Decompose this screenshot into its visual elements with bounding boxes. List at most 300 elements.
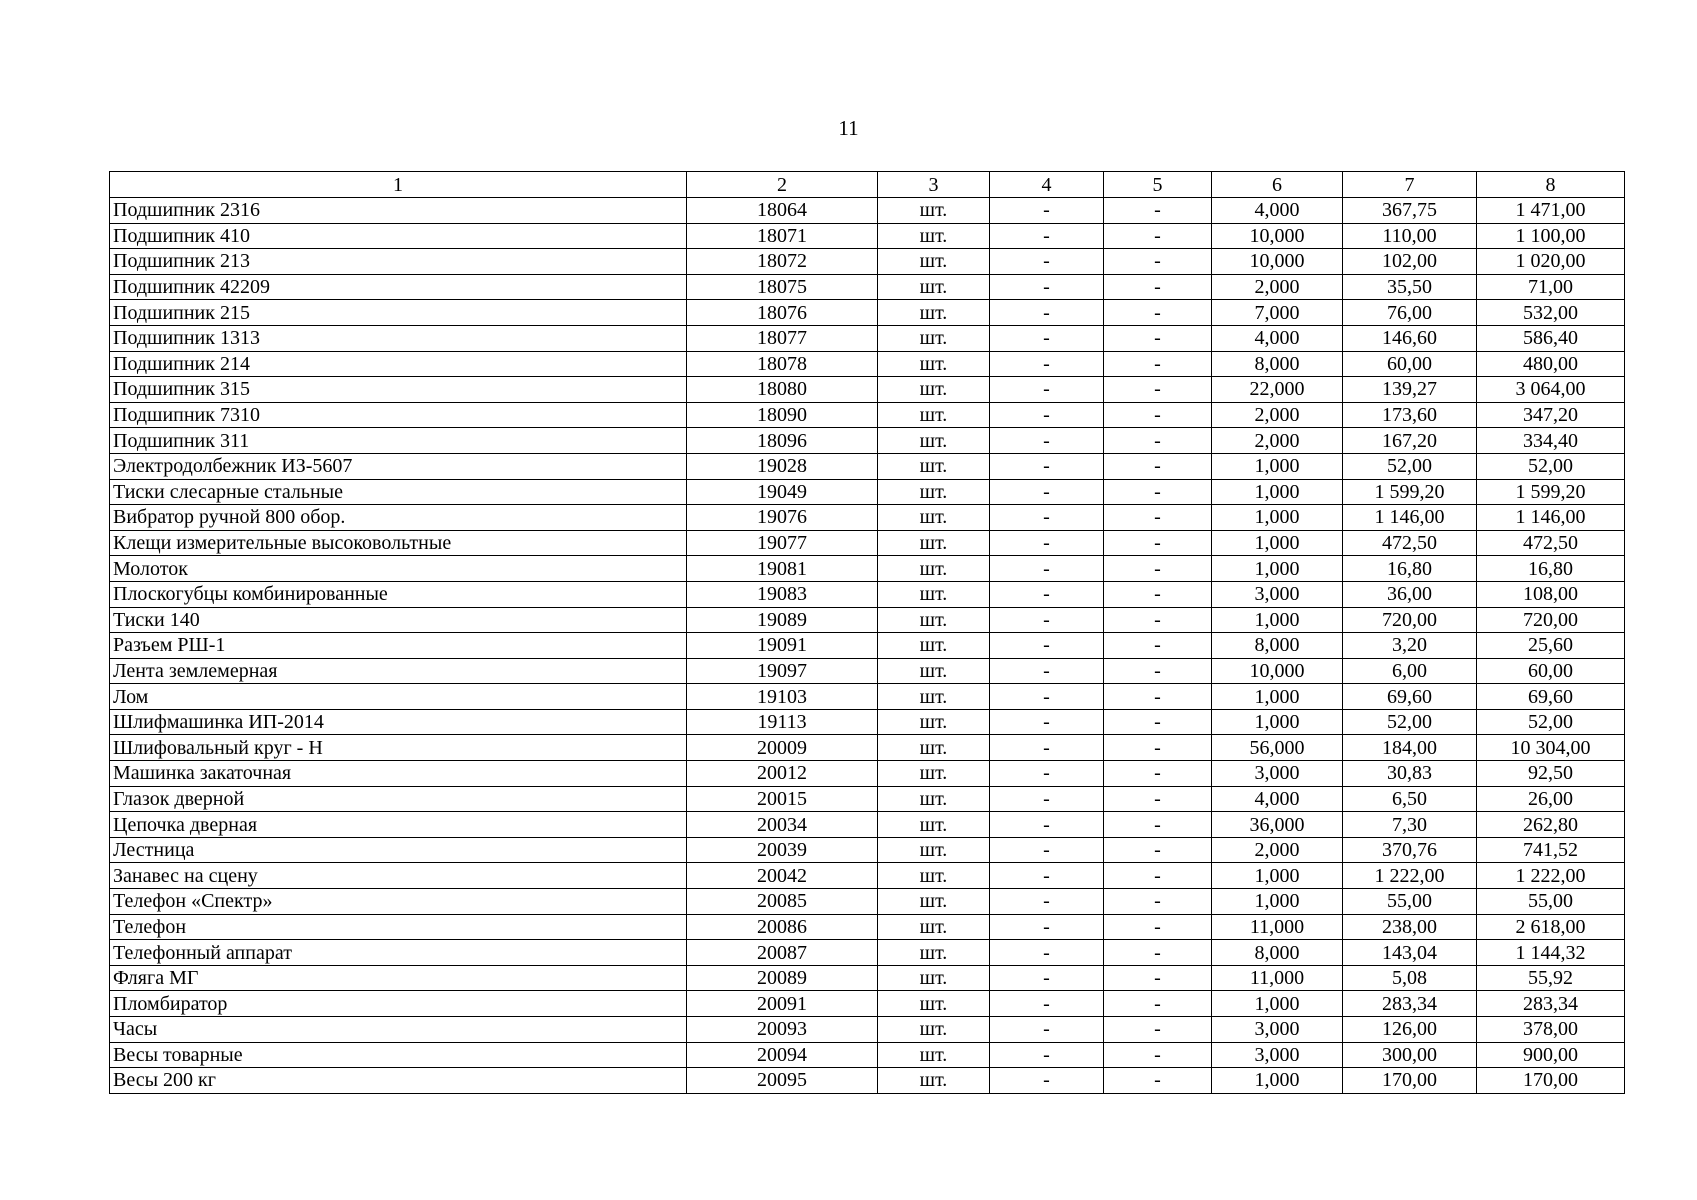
total-cell: 262,80	[1477, 812, 1625, 838]
price-cell: 139,27	[1343, 377, 1477, 403]
total-cell: 1 471,00	[1477, 198, 1625, 224]
unit-cell: шт.	[878, 761, 990, 787]
item-name-cell: Тиски слесарные стальные	[110, 479, 687, 505]
unit-cell: шт.	[878, 1042, 990, 1068]
table-row	[110, 837, 1625, 863]
item-name-cell: Цепочка дверная	[110, 812, 687, 838]
item-name-cell: Подшипник 410	[110, 223, 687, 249]
table-row	[110, 709, 1625, 735]
total-cell: 1 100,00	[1477, 223, 1625, 249]
item-name-cell: Лестница	[110, 837, 687, 863]
col5-cell: -	[1104, 453, 1212, 479]
quantity-cell: 3,000	[1212, 581, 1343, 607]
item-name-cell: Клещи измерительные высоковольтные	[110, 530, 687, 556]
table-row	[110, 300, 1625, 326]
col4-cell: -	[990, 812, 1104, 838]
item-name-cell: Подшипник 214	[110, 351, 687, 377]
total-cell: 1 144,32	[1477, 940, 1625, 966]
code-cell: 20015	[687, 786, 878, 812]
code-cell: 18077	[687, 325, 878, 351]
total-cell: 720,00	[1477, 607, 1625, 633]
price-cell: 1 146,00	[1343, 505, 1477, 531]
col5-cell: -	[1104, 1017, 1212, 1043]
col5-cell: -	[1104, 325, 1212, 351]
quantity-cell: 1,000	[1212, 479, 1343, 505]
total-cell: 108,00	[1477, 581, 1625, 607]
col5-cell: -	[1104, 223, 1212, 249]
col5-cell: -	[1104, 658, 1212, 684]
col4-cell: -	[990, 1068, 1104, 1094]
item-name-cell: Фляга МГ	[110, 965, 687, 991]
col4-cell: -	[990, 1042, 1104, 1068]
col4-cell: -	[990, 786, 1104, 812]
price-cell: 126,00	[1343, 1017, 1477, 1043]
unit-cell: шт.	[878, 530, 990, 556]
quantity-cell: 7,000	[1212, 300, 1343, 326]
col4-cell: -	[990, 709, 1104, 735]
price-cell: 55,00	[1343, 889, 1477, 915]
col4-cell: -	[990, 198, 1104, 224]
item-name-cell: Подшипник 311	[110, 428, 687, 454]
unit-cell: шт.	[878, 325, 990, 351]
col5-cell: -	[1104, 556, 1212, 582]
table-row	[110, 1017, 1625, 1043]
item-name-cell: Подшипник 213	[110, 249, 687, 275]
total-cell: 586,40	[1477, 325, 1625, 351]
table-row	[110, 530, 1625, 556]
quantity-cell: 1,000	[1212, 1068, 1343, 1094]
col5-cell: -	[1104, 837, 1212, 863]
table-row	[110, 889, 1625, 915]
col5-cell: -	[1104, 940, 1212, 966]
code-cell: 18076	[687, 300, 878, 326]
price-cell: 3,20	[1343, 633, 1477, 659]
quantity-cell: 1,000	[1212, 863, 1343, 889]
unit-cell: шт.	[878, 479, 990, 505]
item-name-cell: Телефонный аппарат	[110, 940, 687, 966]
col5-cell: -	[1104, 428, 1212, 454]
column-header: 4	[990, 172, 1104, 198]
col4-cell: -	[990, 1017, 1104, 1043]
item-name-cell: Подшипник 315	[110, 377, 687, 403]
item-name-cell: Лента землемерная	[110, 658, 687, 684]
code-cell: 20089	[687, 965, 878, 991]
code-cell: 19103	[687, 684, 878, 710]
table-row	[110, 453, 1625, 479]
quantity-cell: 2,000	[1212, 837, 1343, 863]
price-cell: 35,50	[1343, 274, 1477, 300]
price-cell: 170,00	[1343, 1068, 1477, 1094]
code-cell: 20087	[687, 940, 878, 966]
table-row	[110, 556, 1625, 582]
table-row	[110, 249, 1625, 275]
price-cell: 173,60	[1343, 402, 1477, 428]
quantity-cell: 2,000	[1212, 428, 1343, 454]
item-name-cell: Телефон «Спектр»	[110, 889, 687, 915]
column-header: 3	[878, 172, 990, 198]
code-cell: 20042	[687, 863, 878, 889]
col4-cell: -	[990, 581, 1104, 607]
col4-cell: -	[990, 633, 1104, 659]
col5-cell: -	[1104, 274, 1212, 300]
quantity-cell: 36,000	[1212, 812, 1343, 838]
unit-cell: шт.	[878, 658, 990, 684]
quantity-cell: 1,000	[1212, 889, 1343, 915]
quantity-cell: 10,000	[1212, 223, 1343, 249]
unit-cell: шт.	[878, 402, 990, 428]
quantity-cell: 3,000	[1212, 1017, 1343, 1043]
col5-cell: -	[1104, 1042, 1212, 1068]
price-cell: 184,00	[1343, 735, 1477, 761]
col4-cell: -	[990, 889, 1104, 915]
col5-cell: -	[1104, 530, 1212, 556]
item-name-cell: Занавес на сцену	[110, 863, 687, 889]
table-row	[110, 402, 1625, 428]
column-header: 6	[1212, 172, 1343, 198]
quantity-cell: 1,000	[1212, 607, 1343, 633]
total-cell: 741,52	[1477, 837, 1625, 863]
col5-cell: -	[1104, 812, 1212, 838]
unit-cell: шт.	[878, 556, 990, 582]
total-cell: 60,00	[1477, 658, 1625, 684]
code-cell: 19113	[687, 709, 878, 735]
total-cell: 480,00	[1477, 351, 1625, 377]
item-name-cell: Подшипник 42209	[110, 274, 687, 300]
table-row	[110, 914, 1625, 940]
quantity-cell: 1,000	[1212, 684, 1343, 710]
quantity-cell: 10,000	[1212, 249, 1343, 275]
col5-cell: -	[1104, 1068, 1212, 1094]
code-cell: 20093	[687, 1017, 878, 1043]
price-cell: 102,00	[1343, 249, 1477, 275]
price-cell: 283,34	[1343, 991, 1477, 1017]
unit-cell: шт.	[878, 940, 990, 966]
unit-cell: шт.	[878, 198, 990, 224]
quantity-cell: 8,000	[1212, 940, 1343, 966]
item-name-cell: Электродолбежник ИЗ-5607	[110, 453, 687, 479]
total-cell: 1 599,20	[1477, 479, 1625, 505]
table-body	[110, 172, 1625, 1094]
item-name-cell: Подшипник 215	[110, 300, 687, 326]
item-name-cell: Весы товарные	[110, 1042, 687, 1068]
col4-cell: -	[990, 453, 1104, 479]
price-cell: 6,50	[1343, 786, 1477, 812]
code-cell: 19081	[687, 556, 878, 582]
col5-cell: -	[1104, 581, 1212, 607]
unit-cell: шт.	[878, 991, 990, 1017]
price-cell: 238,00	[1343, 914, 1477, 940]
code-cell: 20009	[687, 735, 878, 761]
col4-cell: -	[990, 351, 1104, 377]
quantity-cell: 1,000	[1212, 991, 1343, 1017]
price-cell: 720,00	[1343, 607, 1477, 633]
table-row	[110, 735, 1625, 761]
unit-cell: шт.	[878, 607, 990, 633]
unit-cell: шт.	[878, 351, 990, 377]
table-row	[110, 633, 1625, 659]
total-cell: 25,60	[1477, 633, 1625, 659]
col5-cell: -	[1104, 965, 1212, 991]
total-cell: 1 020,00	[1477, 249, 1625, 275]
code-cell: 20086	[687, 914, 878, 940]
table-row	[110, 684, 1625, 710]
item-name-cell: Подшипник 2316	[110, 198, 687, 224]
price-cell: 370,76	[1343, 837, 1477, 863]
price-cell: 1 222,00	[1343, 863, 1477, 889]
item-name-cell: Машинка закаточная	[110, 761, 687, 787]
col5-cell: -	[1104, 505, 1212, 531]
total-cell: 55,92	[1477, 965, 1625, 991]
table-row	[110, 991, 1625, 1017]
price-cell: 110,00	[1343, 223, 1477, 249]
unit-cell: шт.	[878, 914, 990, 940]
table-row	[110, 428, 1625, 454]
unit-cell: шт.	[878, 505, 990, 531]
col4-cell: -	[990, 274, 1104, 300]
col5-cell: -	[1104, 863, 1212, 889]
total-cell: 347,20	[1477, 402, 1625, 428]
price-cell: 60,00	[1343, 351, 1477, 377]
unit-cell: шт.	[878, 965, 990, 991]
table-row	[110, 581, 1625, 607]
price-cell: 472,50	[1343, 530, 1477, 556]
code-cell: 19049	[687, 479, 878, 505]
col4-cell: -	[990, 377, 1104, 403]
total-cell: 900,00	[1477, 1042, 1625, 1068]
col4-cell: -	[990, 249, 1104, 275]
code-cell: 19077	[687, 530, 878, 556]
item-name-cell: Подшипник 1313	[110, 325, 687, 351]
code-cell: 18078	[687, 351, 878, 377]
col5-cell: -	[1104, 607, 1212, 633]
table-row	[110, 965, 1625, 991]
column-header: 8	[1477, 172, 1625, 198]
code-cell: 19083	[687, 581, 878, 607]
quantity-cell: 4,000	[1212, 198, 1343, 224]
total-cell: 52,00	[1477, 709, 1625, 735]
col4-cell: -	[990, 223, 1104, 249]
unit-cell: шт.	[878, 1017, 990, 1043]
col5-cell: -	[1104, 249, 1212, 275]
total-cell: 334,40	[1477, 428, 1625, 454]
price-cell: 300,00	[1343, 1042, 1477, 1068]
code-cell: 19091	[687, 633, 878, 659]
unit-cell: шт.	[878, 377, 990, 403]
price-cell: 76,00	[1343, 300, 1477, 326]
code-cell: 18075	[687, 274, 878, 300]
total-cell: 52,00	[1477, 453, 1625, 479]
table-row	[110, 812, 1625, 838]
code-cell: 20039	[687, 837, 878, 863]
quantity-cell: 1,000	[1212, 453, 1343, 479]
col4-cell: -	[990, 965, 1104, 991]
item-name-cell: Телефон	[110, 914, 687, 940]
item-name-cell: Лом	[110, 684, 687, 710]
price-cell: 167,20	[1343, 428, 1477, 454]
item-name-cell: Шлифовальный круг - Н	[110, 735, 687, 761]
total-cell: 2 618,00	[1477, 914, 1625, 940]
item-name-cell: Плоскогубцы комбинированные	[110, 581, 687, 607]
total-cell: 55,00	[1477, 889, 1625, 915]
unit-cell: шт.	[878, 581, 990, 607]
inventory-table	[109, 171, 1625, 1094]
total-cell: 3 064,00	[1477, 377, 1625, 403]
price-cell: 7,30	[1343, 812, 1477, 838]
quantity-cell: 1,000	[1212, 505, 1343, 531]
item-name-cell: Часы	[110, 1017, 687, 1043]
table-row	[110, 351, 1625, 377]
col4-cell: -	[990, 761, 1104, 787]
quantity-cell: 56,000	[1212, 735, 1343, 761]
col4-cell: -	[990, 658, 1104, 684]
price-cell: 367,75	[1343, 198, 1477, 224]
code-cell: 20091	[687, 991, 878, 1017]
total-cell: 472,50	[1477, 530, 1625, 556]
col4-cell: -	[990, 505, 1104, 531]
table-row	[110, 863, 1625, 889]
col4-cell: -	[990, 684, 1104, 710]
table-row	[110, 223, 1625, 249]
unit-cell: шт.	[878, 837, 990, 863]
quantity-cell: 1,000	[1212, 556, 1343, 582]
price-cell: 6,00	[1343, 658, 1477, 684]
total-cell: 69,60	[1477, 684, 1625, 710]
col4-cell: -	[990, 940, 1104, 966]
unit-cell: шт.	[878, 735, 990, 761]
total-cell: 1 146,00	[1477, 505, 1625, 531]
col4-cell: -	[990, 479, 1104, 505]
price-cell: 143,04	[1343, 940, 1477, 966]
col5-cell: -	[1104, 684, 1212, 710]
col4-cell: -	[990, 914, 1104, 940]
item-name-cell: Молоток	[110, 556, 687, 582]
unit-cell: шт.	[878, 709, 990, 735]
total-cell: 378,00	[1477, 1017, 1625, 1043]
col5-cell: -	[1104, 633, 1212, 659]
price-cell: 1 599,20	[1343, 479, 1477, 505]
quantity-cell: 4,000	[1212, 786, 1343, 812]
code-cell: 18071	[687, 223, 878, 249]
quantity-cell: 10,000	[1212, 658, 1343, 684]
item-name-cell: Шлифмашинка ИП-2014	[110, 709, 687, 735]
col5-cell: -	[1104, 735, 1212, 761]
code-cell: 20012	[687, 761, 878, 787]
quantity-cell: 11,000	[1212, 914, 1343, 940]
price-cell: 16,80	[1343, 556, 1477, 582]
total-cell: 16,80	[1477, 556, 1625, 582]
unit-cell: шт.	[878, 684, 990, 710]
quantity-cell: 22,000	[1212, 377, 1343, 403]
price-cell: 30,83	[1343, 761, 1477, 787]
col4-cell: -	[990, 837, 1104, 863]
quantity-cell: 1,000	[1212, 530, 1343, 556]
col4-cell: -	[990, 556, 1104, 582]
column-header: 1	[110, 172, 687, 198]
col5-cell: -	[1104, 402, 1212, 428]
table-row	[110, 479, 1625, 505]
unit-cell: шт.	[878, 300, 990, 326]
table-row	[110, 198, 1625, 224]
price-cell: 52,00	[1343, 453, 1477, 479]
total-cell: 26,00	[1477, 786, 1625, 812]
item-name-cell: Глазок дверной	[110, 786, 687, 812]
total-cell: 283,34	[1477, 991, 1625, 1017]
total-cell: 71,00	[1477, 274, 1625, 300]
unit-cell: шт.	[878, 863, 990, 889]
item-name-cell: Вибратор ручной 800 обор.	[110, 505, 687, 531]
code-cell: 18064	[687, 198, 878, 224]
code-cell: 20034	[687, 812, 878, 838]
code-cell: 19097	[687, 658, 878, 684]
price-cell: 52,00	[1343, 709, 1477, 735]
col4-cell: -	[990, 402, 1104, 428]
unit-cell: шт.	[878, 1068, 990, 1094]
col5-cell: -	[1104, 198, 1212, 224]
column-header: 2	[687, 172, 878, 198]
code-cell: 18096	[687, 428, 878, 454]
total-cell: 1 222,00	[1477, 863, 1625, 889]
col5-cell: -	[1104, 351, 1212, 377]
code-cell: 20085	[687, 889, 878, 915]
column-header: 5	[1104, 172, 1212, 198]
unit-cell: шт.	[878, 453, 990, 479]
unit-cell: шт.	[878, 812, 990, 838]
col4-cell: -	[990, 300, 1104, 326]
total-cell: 92,50	[1477, 761, 1625, 787]
table-row	[110, 377, 1625, 403]
total-cell: 532,00	[1477, 300, 1625, 326]
table-row	[110, 940, 1625, 966]
table-row	[110, 786, 1625, 812]
quantity-cell: 3,000	[1212, 1042, 1343, 1068]
col4-cell: -	[990, 991, 1104, 1017]
col5-cell: -	[1104, 914, 1212, 940]
unit-cell: шт.	[878, 633, 990, 659]
column-header: 7	[1343, 172, 1477, 198]
code-cell: 20094	[687, 1042, 878, 1068]
col5-cell: -	[1104, 761, 1212, 787]
quantity-cell: 4,000	[1212, 325, 1343, 351]
quantity-cell: 8,000	[1212, 351, 1343, 377]
quantity-cell: 11,000	[1212, 965, 1343, 991]
col4-cell: -	[990, 735, 1104, 761]
col5-cell: -	[1104, 889, 1212, 915]
col5-cell: -	[1104, 709, 1212, 735]
col4-cell: -	[990, 428, 1104, 454]
table-row	[110, 607, 1625, 633]
table-row	[110, 1068, 1625, 1094]
col5-cell: -	[1104, 300, 1212, 326]
col5-cell: -	[1104, 786, 1212, 812]
total-cell: 170,00	[1477, 1068, 1625, 1094]
code-cell: 19028	[687, 453, 878, 479]
code-cell: 19089	[687, 607, 878, 633]
table-row	[110, 274, 1625, 300]
page-number: 11	[838, 116, 859, 140]
table-row	[110, 761, 1625, 787]
table-row	[110, 325, 1625, 351]
code-cell: 20095	[687, 1068, 878, 1094]
total-cell: 10 304,00	[1477, 735, 1625, 761]
unit-cell: шт.	[878, 428, 990, 454]
price-cell: 36,00	[1343, 581, 1477, 607]
quantity-cell: 8,000	[1212, 633, 1343, 659]
item-name-cell: Разъем РШ-1	[110, 633, 687, 659]
code-cell: 18072	[687, 249, 878, 275]
unit-cell: шт.	[878, 223, 990, 249]
table-row	[110, 1042, 1625, 1068]
col5-cell: -	[1104, 479, 1212, 505]
